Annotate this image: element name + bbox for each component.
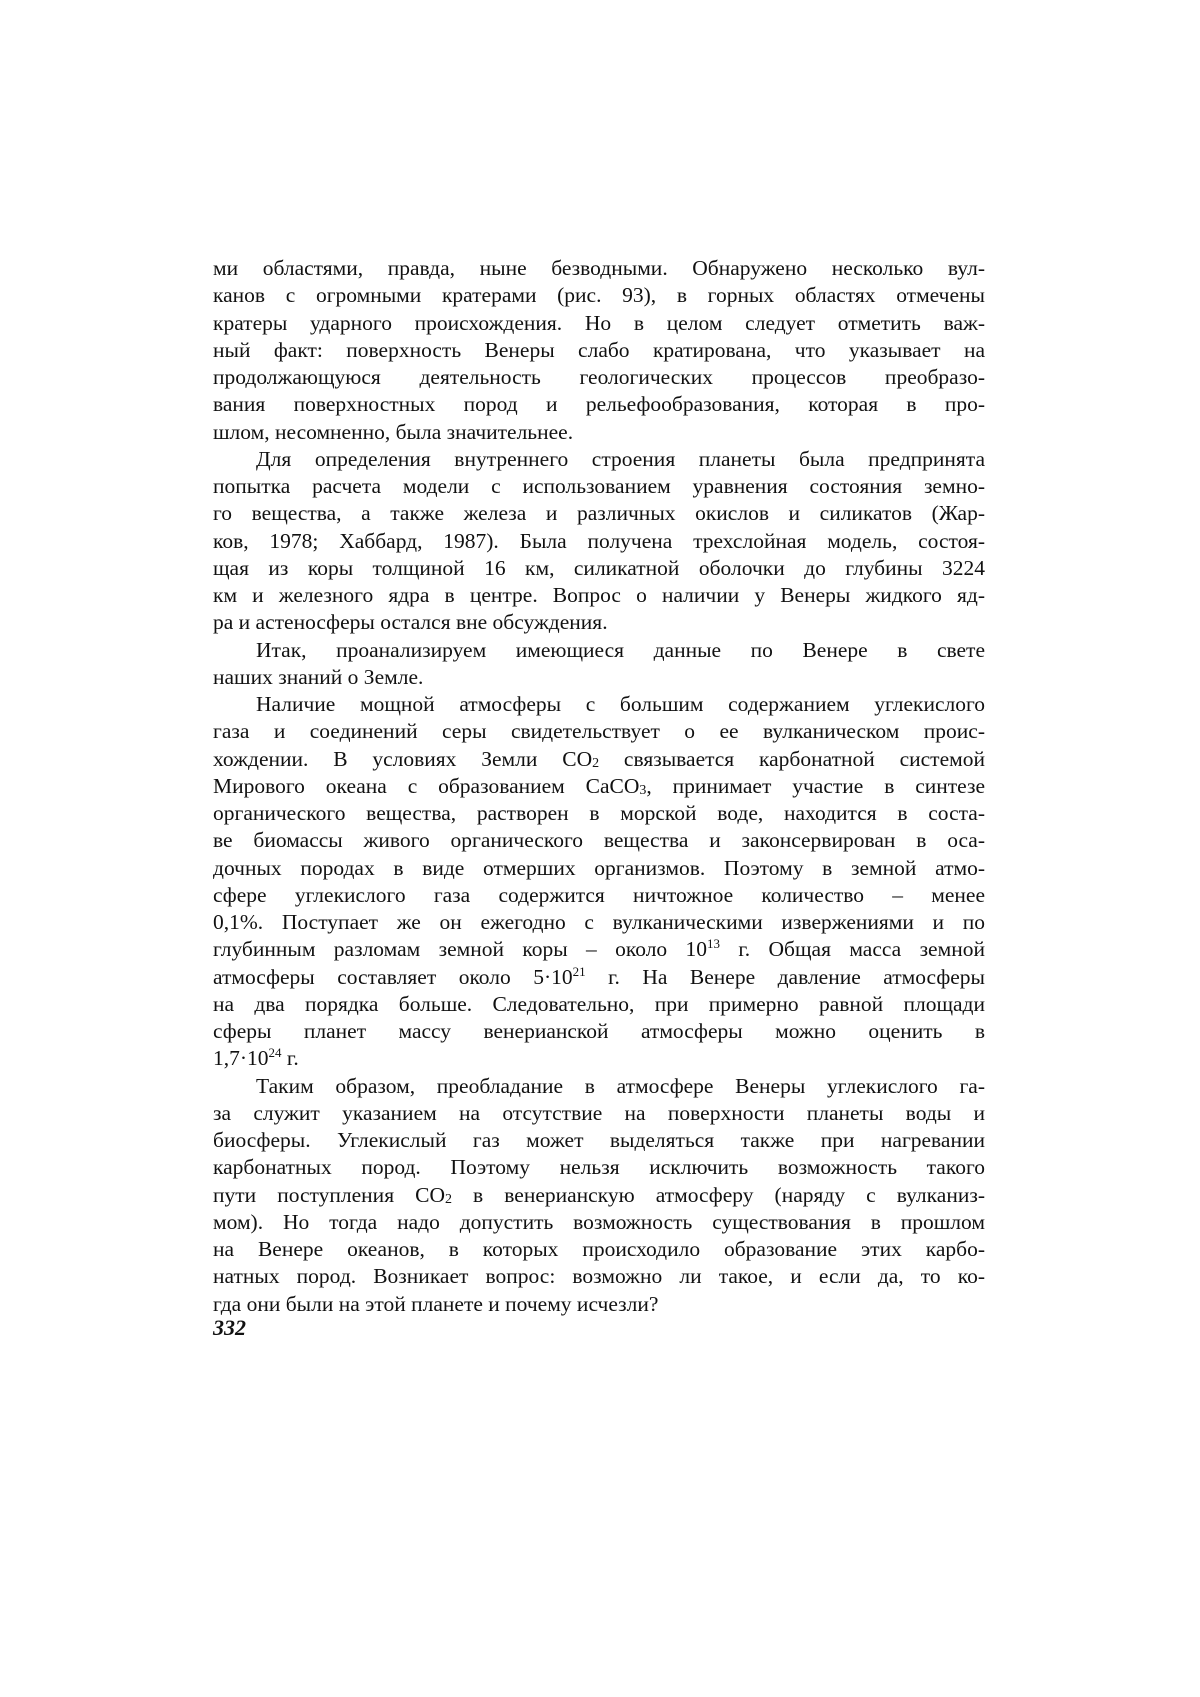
- text-line: сферы планет массу венерианской атмосферы можно оценить в: [213, 1018, 985, 1045]
- text-line: хождении. В условиях Земли СО2 связывается карбонатной системой: [213, 746, 985, 773]
- text-line: ми областями, правда, ныне безводными. Обнаружено несколько вул-: [213, 255, 985, 282]
- text-line: шлом, несомненно, была значительнее.: [213, 419, 985, 446]
- text-line: за служит указанием на отсутствие на поверхности планеты воды и: [213, 1100, 985, 1127]
- superscript: 24: [269, 1045, 282, 1060]
- text-line: кратеры ударного происхождения. Но в целом следует отметить важ-: [213, 310, 985, 337]
- text-line: на Венере океанов, в которых происходило образование этих карбо-: [213, 1236, 985, 1263]
- text-line: вания поверхностных пород и рельефообразования, которая в про-: [213, 391, 985, 418]
- text-line: газа и соединений серы свидетельствует о ее вулканическом проис-: [213, 718, 985, 745]
- subscript: 3: [639, 783, 646, 798]
- text-line: карбонатных пород. Поэтому нельзя исключить возможность такого: [213, 1154, 985, 1181]
- paragraph: [213, 255, 985, 446]
- text-line: Для определения внутреннего строения планеты была предпринята: [213, 446, 985, 473]
- text-line: км и железного ядра в центре. Вопрос о наличии у Венеры жидкого яд-: [213, 582, 985, 609]
- superscript: 21: [573, 964, 586, 979]
- text-line: 0,1%. Поступает же он ежегодно с вулканическими извержениями и по: [213, 909, 985, 936]
- paragraph: [213, 446, 985, 637]
- text-line: глубинным разломам земной коры – около 1013 г. Общая масса земной: [213, 936, 985, 963]
- subscript: 2: [445, 1192, 452, 1207]
- text-line: атмосферы составляет около 5·1021 г. На Венере давление атмосферы: [213, 964, 985, 991]
- text-line: пути поступления СО2 в венерианскую атмосферу (наряду с вулканиз-: [213, 1182, 985, 1209]
- text-line: ный факт: поверхность Венеры слабо кратирована, что указывает на: [213, 337, 985, 364]
- text-line: натных пород. Возникает вопрос: возможно ли такое, и если да, то ко-: [213, 1263, 985, 1290]
- text-line: ве биомассы живого органического вещества и законсервирован в оса-: [213, 827, 985, 854]
- text-line: гда они были на этой планете и почему исчезли?: [213, 1291, 985, 1318]
- text-line: го вещества, а также железа и различных окислов и силикатов (Жар-: [213, 500, 985, 527]
- text-line: попытка расчета модели с использованием уравнения состояния земно-: [213, 473, 985, 500]
- text-line: органического вещества, растворен в морской воде, находится в соста-: [213, 800, 985, 827]
- paragraph: [213, 691, 985, 1073]
- page-number: 332: [213, 1315, 246, 1341]
- text-line: на два порядка больше. Следовательно, при примерно равной площади: [213, 991, 985, 1018]
- superscript: 13: [707, 936, 720, 951]
- text-line: Мирового океана с образованием СаСО3, принимает участие в синтезе: [213, 773, 985, 800]
- text-line: дочных породах в виде отмерших организмов. Поэтому в земной атмо-: [213, 855, 985, 882]
- text-line: канов с огромными кратерами (рис. 93), в горных областях отмечены: [213, 282, 985, 309]
- text-line: сфере углекислого газа содержится ничтожное количество – менее: [213, 882, 985, 909]
- text-line: Таким образом, преобладание в атмосфере Венеры углекислого га-: [213, 1073, 985, 1100]
- text-line: продолжающуюся деятельность геологических процессов преобразо-: [213, 364, 985, 391]
- text-line: наших знаний о Земле.: [213, 664, 985, 691]
- text-line: щая из коры толщиной 16 км, силикатной оболочки до глубины 3224: [213, 555, 985, 582]
- text-line: 1,7·1024 г.: [213, 1045, 985, 1072]
- text-line: ра и астеносферы остался вне обсуждения.: [213, 609, 985, 636]
- text-line: Итак, проанализируем имеющиеся данные по Венере в свете: [213, 637, 985, 664]
- paragraph: [213, 637, 985, 692]
- text-line: ков, 1978; Хаббард, 1987). Была получена трехслойная модель, состоя-: [213, 528, 985, 555]
- subscript: 2: [592, 756, 599, 771]
- text-line: биосферы. Углекислый газ может выделяться также при нагревании: [213, 1127, 985, 1154]
- body-text: [213, 255, 985, 1318]
- text-line: Наличие мощной атмосферы с большим содержанием углекислого: [213, 691, 985, 718]
- paragraph: [213, 1073, 985, 1318]
- text-line: мом). Но тогда надо допустить возможность существования в прошлом: [213, 1209, 985, 1236]
